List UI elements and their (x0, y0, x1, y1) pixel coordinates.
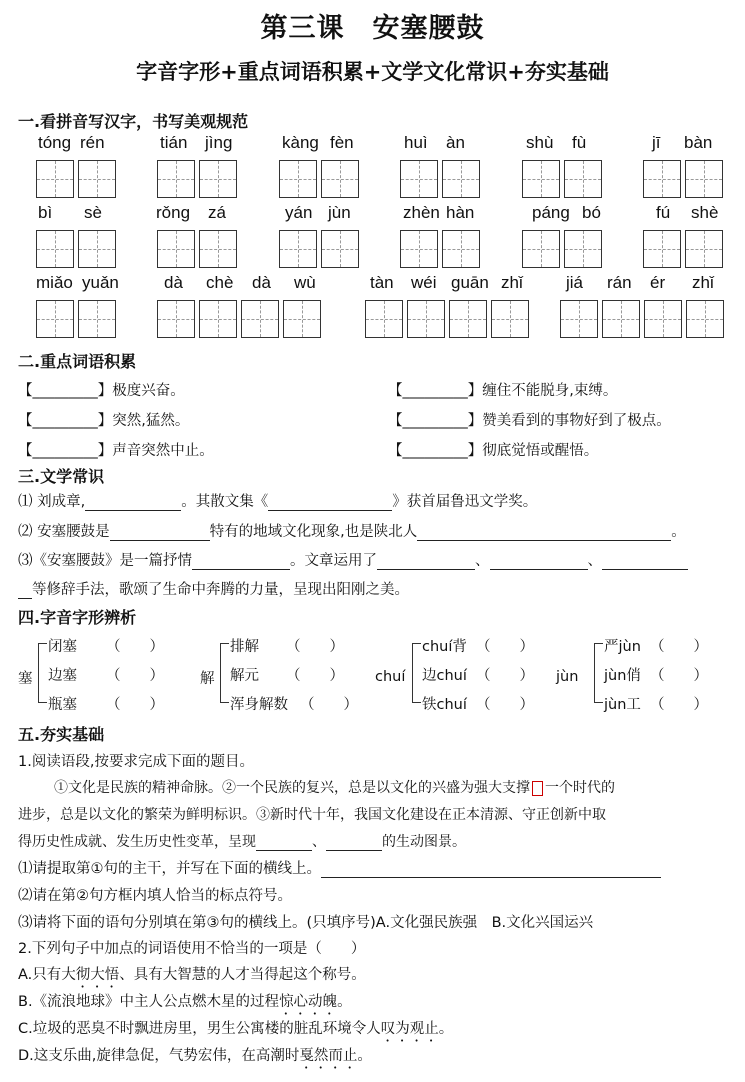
vocab-item: 【_________】声音突然中止。 (18, 443, 214, 459)
question-2: 2.下列句子中加点的词语使用不恰当的一项是（ ） (18, 941, 366, 957)
group-root: jùn (556, 669, 579, 685)
pinyin: tàn (370, 273, 394, 292)
vocab-item: 【_________】缠住不能脱身,束缚。 (388, 383, 618, 399)
answer-line[interactable] (110, 524, 210, 541)
bracket (412, 643, 421, 703)
answer-paren[interactable]: （ ） (106, 639, 164, 655)
pinyin: sè (84, 203, 102, 222)
writing-box[interactable] (449, 300, 487, 338)
literature-question-3-cont: 等修辞手法，歌颂了生命中奔腾的力量，呈现出阳刚之美。 (18, 578, 409, 599)
writing-box[interactable] (686, 300, 724, 338)
answer-line[interactable] (192, 553, 290, 570)
pinyin: jìng (205, 133, 233, 152)
pinyin: guān (451, 273, 489, 292)
writing-box[interactable] (157, 230, 195, 268)
answer-line[interactable] (417, 524, 671, 541)
writing-box[interactable] (407, 300, 445, 338)
passage-line-1: ①文化是民族的精神命脉。②一个民族的复兴，总是以文化的兴盛为强大支撑 一个时代的 (54, 780, 615, 796)
writing-box[interactable] (442, 160, 480, 198)
writing-box[interactable] (321, 230, 359, 268)
writing-box[interactable] (279, 230, 317, 268)
bracket (594, 643, 603, 703)
pinyin: wù (294, 273, 316, 292)
group-item: 排解 (230, 639, 259, 655)
group-root: chuí (375, 669, 406, 685)
writing-box[interactable] (400, 160, 438, 198)
group-item: 严jùn (604, 639, 641, 655)
writing-box[interactable] (522, 160, 560, 198)
pinyin: dà (252, 273, 271, 292)
bracket (220, 643, 229, 703)
writing-box[interactable] (157, 300, 195, 338)
group-item: chuí背 (422, 639, 467, 655)
writing-box[interactable] (199, 230, 237, 268)
passage-line-3: 得历史性成就、发生历史性变革，呈现 、 的生动图景。 (18, 834, 466, 850)
answer-paren[interactable]: （ ） (650, 639, 708, 655)
writing-box[interactable] (36, 300, 74, 338)
passage-line-2: 进步，总是以文化的繁荣为鲜明标识。③新时代十年，我国文化建设在正本清源、守正创新中取 (18, 807, 606, 823)
writing-box[interactable] (157, 160, 195, 198)
pinyin: rán (607, 273, 632, 292)
answer-paren[interactable]: （ ） (650, 697, 708, 713)
section3-heading: 三.文学常识 (18, 467, 105, 486)
answer-paren[interactable]: （ ） (476, 639, 534, 655)
group-root: 塞 (18, 671, 33, 687)
punctuation-box[interactable] (532, 781, 543, 796)
answer-line[interactable] (18, 582, 32, 599)
pinyin: bì (38, 203, 53, 222)
section5-heading: 五.夯实基础 (18, 725, 105, 744)
group-item: 闭塞 (48, 639, 77, 655)
answer-line[interactable] (377, 553, 475, 570)
writing-box[interactable] (283, 300, 321, 338)
writing-box[interactable] (564, 230, 602, 268)
writing-box[interactable] (78, 230, 116, 268)
pinyin: fèn (330, 133, 354, 152)
writing-box[interactable] (36, 230, 74, 268)
literature-question-1: ⑴ 刘成章, 。其散文集《 》获首届鲁迅文学奖。 (18, 494, 538, 510)
pinyin: tóng (38, 133, 72, 152)
writing-box[interactable] (644, 300, 682, 338)
pinyin: páng (532, 203, 570, 222)
pinyin: huì (404, 133, 428, 152)
writing-box[interactable] (602, 300, 640, 338)
page-subtitle: 字音字形+重点词语积累+文学文化常识+夯实基础 (136, 60, 609, 84)
writing-box[interactable] (400, 230, 438, 268)
writing-box[interactable] (321, 160, 359, 198)
answer-paren[interactable]: （ ） (286, 668, 344, 684)
option-a[interactable]: A.只有大彻大悟、具有大智慧的人才当得起这个称号。 (18, 967, 366, 983)
answer-paren[interactable]: （ ） (300, 697, 358, 713)
pinyin: jùn (328, 203, 351, 222)
pinyin: rén (80, 133, 105, 152)
answer-paren[interactable]: （ ） (286, 639, 344, 655)
writing-box[interactable] (36, 160, 74, 198)
writing-box[interactable] (199, 300, 237, 338)
writing-box[interactable] (643, 160, 681, 198)
writing-box[interactable] (522, 230, 560, 268)
option-b[interactable]: B.《流浪地球》中主人公点燃木星的过程惊心动魄。 (18, 994, 352, 1010)
answer-paren[interactable]: （ ） (106, 668, 164, 684)
vocab-item: 【_________】极度兴奋。 (18, 383, 185, 399)
answer-line[interactable] (602, 553, 688, 570)
literature-question-2: ⑵ 安塞腰鼓是 特有的地域文化现象,也是陕北人 。 (18, 524, 686, 540)
answer-blank[interactable]: 【_________】 (388, 443, 483, 459)
option-c[interactable]: C.垃圾的恶臭不时飘进房里，男生公寓楼的脏乱环境令人叹为观止。 (18, 1021, 454, 1037)
section1-heading: 一.看拼音写汉字，书写美观规范 (18, 112, 249, 131)
vocab-item: 【_________】彻底觉悟或醒悟。 (388, 443, 599, 459)
writing-box[interactable] (199, 160, 237, 198)
sub-question-1: ⑴请提取第①句的主干，并写在下面的横线上。 (18, 857, 661, 878)
answer-line[interactable] (256, 836, 312, 851)
section2-heading: 二.重点词语积累 (18, 352, 137, 371)
writing-box[interactable] (442, 230, 480, 268)
sub-question-3: ⑶请将下面的语句分别填在第③句的横线上。(只填序号)A.文化强民族强 B.文化兴国运兴 (18, 915, 594, 931)
group-item: jùn俏 (604, 668, 641, 684)
option-d[interactable]: D.这支乐曲,旋律急促，气势宏伟，在高潮时戛然而止。 (18, 1048, 372, 1064)
answer-paren[interactable]: （ ） (476, 668, 534, 684)
pinyin: rǒng (156, 203, 191, 222)
pinyin: àn (446, 133, 465, 152)
group-item: 浑身解数 (230, 697, 288, 713)
answer-line[interactable] (85, 494, 181, 511)
pinyin: zhǐ (501, 273, 523, 292)
pinyin: jī (652, 133, 661, 152)
pinyin: fú (656, 203, 671, 222)
pinyin: yán (285, 203, 313, 222)
group-item: 铁chuí (422, 697, 467, 713)
answer-blank[interactable]: 【_________】 (18, 443, 113, 459)
pinyin: miǎo (36, 273, 73, 292)
writing-box[interactable] (279, 160, 317, 198)
pinyin: shù (526, 133, 554, 152)
group-root: 解 (200, 671, 215, 687)
group-item: jùn工 (604, 697, 641, 713)
writing-box[interactable] (78, 160, 116, 198)
pinyin: bó (582, 203, 601, 222)
writing-box[interactable] (685, 160, 723, 198)
pinyin: fù (572, 133, 587, 152)
pinyin: ér (650, 273, 666, 292)
writing-box[interactable] (643, 230, 681, 268)
section4-heading: 四.字音字形辨析 (18, 608, 137, 627)
writing-box[interactable] (560, 300, 598, 338)
vocab-item: 【_________】赞美看到的事物好到了极点。 (388, 413, 671, 429)
answer-blank[interactable]: 【_________】 (388, 413, 483, 429)
page-title: 第三课 安塞腰鼓 (260, 13, 485, 44)
pinyin: wéi (411, 273, 437, 292)
answer-paren[interactable]: （ ） (650, 668, 708, 684)
writing-box[interactable] (241, 300, 279, 338)
vocab-item: 【_________】突然,猛然。 (18, 413, 190, 429)
literature-question-3: ⑶《安塞腰鼓》是一篇抒情 。文章运用了 、 、 (18, 549, 688, 570)
pinyin: kàng (282, 133, 319, 152)
answer-paren[interactable]: （ ） (476, 697, 534, 713)
pinyin: tián (160, 133, 188, 152)
answer-line[interactable] (268, 494, 392, 511)
group-item: 边chuí (422, 668, 467, 684)
pinyin: jiá (566, 273, 584, 292)
group-item: 边塞 (48, 668, 77, 684)
group-item: 解元 (230, 668, 259, 684)
answer-blank[interactable]: 【_________】 (18, 383, 113, 399)
answer-blank[interactable]: 【_________】 (18, 413, 113, 429)
pinyin: chè (206, 273, 234, 292)
bracket (38, 643, 47, 703)
answer-line[interactable] (321, 861, 661, 878)
writing-box[interactable] (365, 300, 403, 338)
pinyin: zhèn (403, 203, 440, 222)
answer-blank[interactable]: 【_________】 (388, 383, 483, 399)
pinyin: hàn (446, 203, 475, 222)
question-1: 1.阅读语段,按要求完成下面的题目。 (18, 754, 254, 770)
writing-box[interactable] (491, 300, 529, 338)
answer-line[interactable] (326, 836, 382, 851)
group-item: 瓶塞 (48, 697, 77, 713)
sub-question-2: ⑵请在第②句方框内填人恰当的标点符号。 (18, 888, 292, 904)
answer-paren[interactable]: （ ） (106, 697, 164, 713)
pinyin: dà (164, 273, 183, 292)
pinyin: zhǐ (692, 273, 714, 292)
pinyin: bàn (684, 133, 713, 152)
writing-box[interactable] (564, 160, 602, 198)
pinyin: zá (208, 203, 226, 222)
pinyin: yuǎn (82, 273, 119, 292)
pinyin: shè (691, 203, 719, 222)
answer-line[interactable] (490, 553, 588, 570)
writing-box[interactable] (685, 230, 723, 268)
writing-box[interactable] (78, 300, 116, 338)
